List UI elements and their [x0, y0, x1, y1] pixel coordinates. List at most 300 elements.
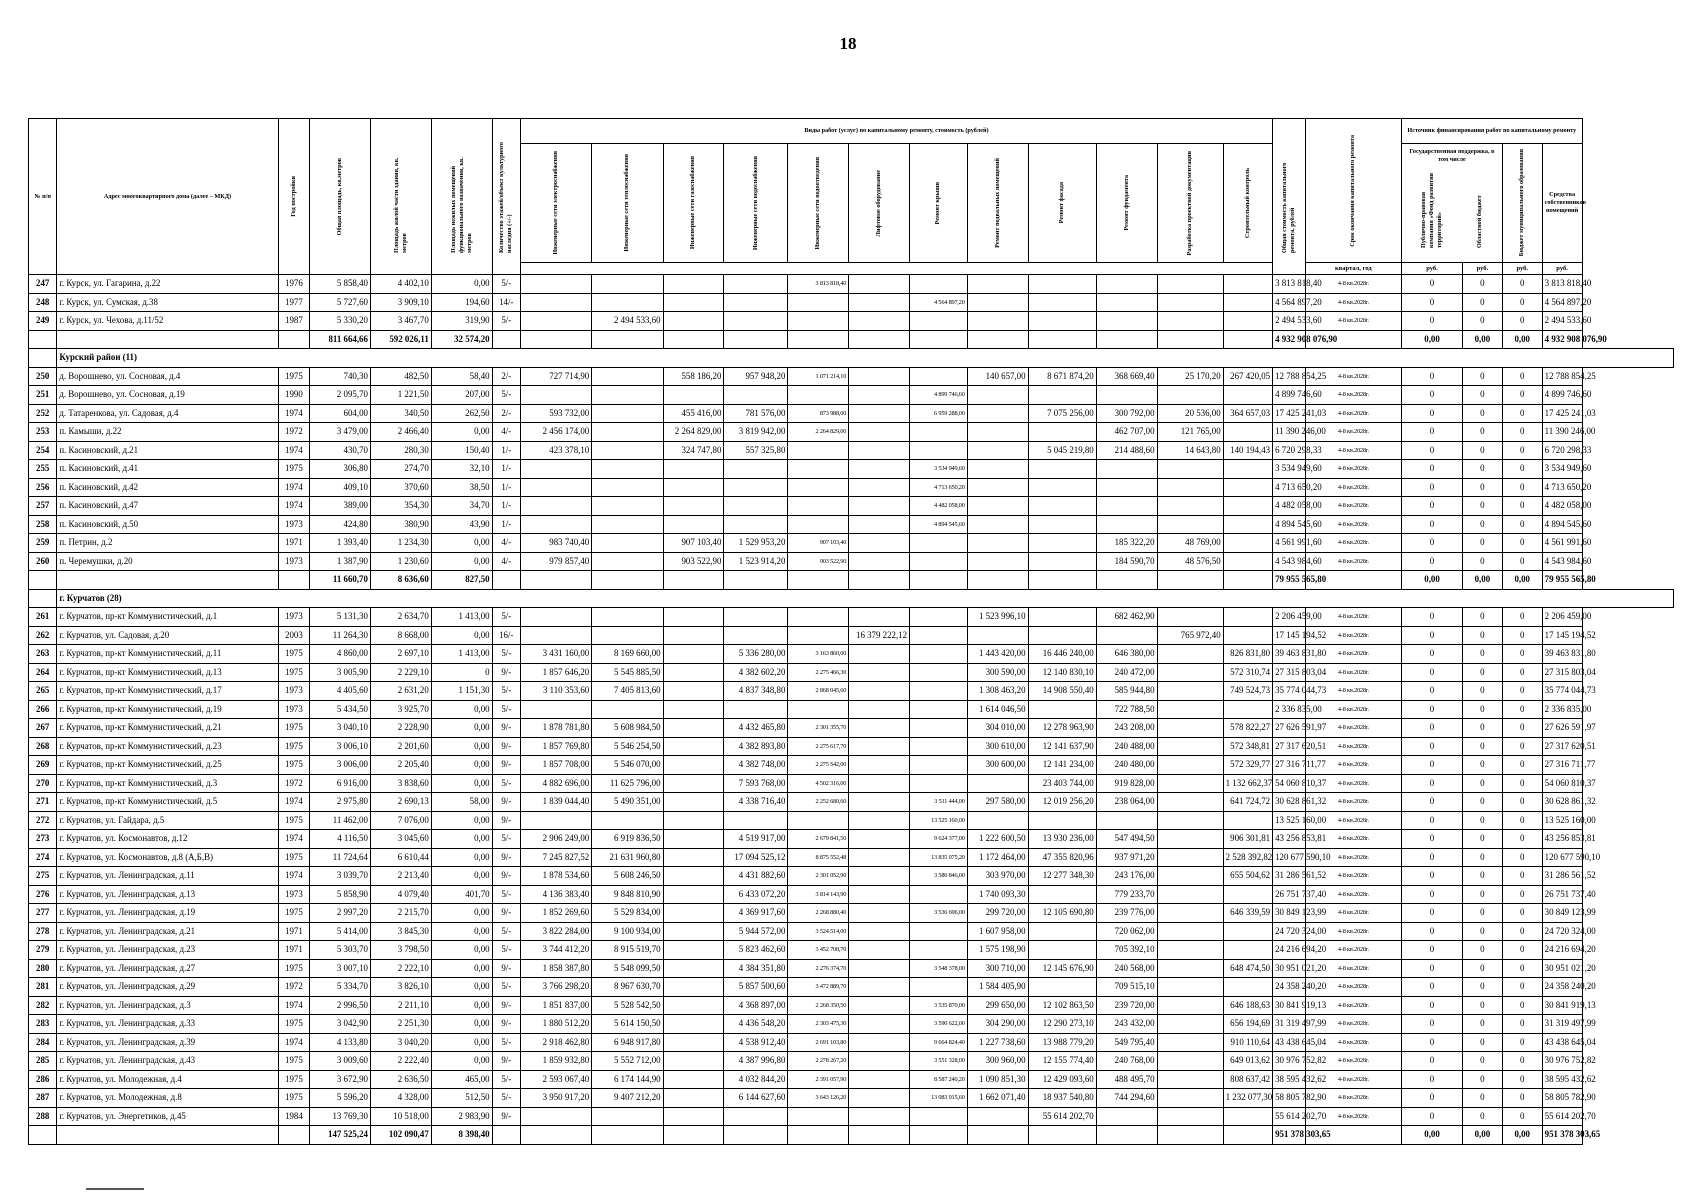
work-cost-electric: [520, 275, 591, 294]
work-cost-facade: [1028, 978, 1096, 997]
subtotal-work-cell: [1157, 1126, 1223, 1145]
work-cost-foundation: 462 707,00: [1096, 423, 1157, 442]
row-public-company: 0: [1402, 737, 1463, 756]
work-cost-supervision: 749 524,73: [1223, 682, 1272, 701]
work-cost-facade: 12 429 093,60: [1028, 1070, 1096, 1089]
work-cost-basement: [967, 293, 1028, 312]
row-nonres-area: 0,00: [431, 941, 492, 960]
subtotal-nonres-area: 8 398,40: [431, 1126, 492, 1145]
row-number: 252: [29, 404, 57, 423]
work-cost-facade: [1028, 534, 1096, 553]
work-cost-sewage: 907 103,40: [788, 534, 849, 553]
work-cost-water: [724, 293, 788, 312]
row-number: 248: [29, 293, 57, 312]
subtotal-total-area: 11 660,70: [310, 571, 371, 590]
row-municipal-budget: 0: [1502, 552, 1542, 571]
work-cost-sewage: 2 275 542,00: [788, 756, 849, 775]
row-nonres-area: 512,50: [431, 1089, 492, 1108]
work-cost-basement: 297 580,00: [967, 793, 1028, 812]
row-deadline: 4-8 кв.2028г.: [1305, 737, 1402, 756]
table-row: [29, 478, 1674, 497]
work-cost-elevator: [849, 404, 910, 423]
subtotal-municipal: 0,00: [1502, 1126, 1542, 1145]
row-nonres-area: 0,00: [431, 978, 492, 997]
work-cost-elevator: [849, 515, 910, 534]
work-cost-electric: 2 918 462,80: [520, 1033, 591, 1052]
row-regional-budget: 0: [1462, 367, 1502, 386]
row-regional-budget: 0: [1462, 885, 1502, 904]
row-number: 263: [29, 645, 57, 664]
row-own-funds: 38 595 432,62: [1542, 1070, 1582, 1089]
subtotal-work-cell: [592, 1126, 663, 1145]
row-total-cost: 2 494 533,60: [1273, 312, 1306, 331]
row-public-company: 0: [1402, 386, 1463, 405]
work-cost-basement: [967, 497, 1028, 516]
row-year: 1973: [278, 608, 309, 627]
work-cost-facade: 12 140 830,10: [1028, 663, 1096, 682]
work-cost-basement: 304 010,00: [967, 719, 1028, 738]
work-cost-gas: [663, 626, 724, 645]
row-living-area: 274,70: [370, 460, 431, 479]
row-year: 1975: [278, 645, 309, 664]
row-own-funds: 4 482 058,00: [1542, 497, 1582, 516]
work-cost-foundation: 184 590,70: [1096, 552, 1157, 571]
work-cost-foundation: 214 488,60: [1096, 441, 1157, 460]
subtotal-work-cell: [1223, 571, 1272, 590]
work-cost-facade: [1028, 885, 1096, 904]
work-cost-gas: [663, 830, 724, 849]
table-row: [29, 608, 1674, 627]
row-own-funds: 17 425 241,03: [1542, 404, 1582, 423]
work-cost-design: [1157, 1015, 1223, 1034]
row-floors: 5/-: [492, 275, 520, 294]
col-work-electric: Инженерные сети электроснабжения: [520, 144, 591, 263]
work-cost-facade: [1028, 386, 1096, 405]
row-municipal-budget: 0: [1502, 978, 1542, 997]
work-cost-basement: 1 222 600,50: [967, 830, 1028, 849]
work-cost-electric: 1 852 269,60: [520, 904, 591, 923]
row-deadline: 4-8 кв.2028г.: [1305, 830, 1402, 849]
work-cost-heating: 5 545 885,50: [592, 663, 663, 682]
work-cost-sewage: 2 275 466,30: [788, 663, 849, 682]
work-cost-foundation: 239 720,00: [1096, 996, 1157, 1015]
row-regional-budget: 0: [1462, 1107, 1502, 1126]
row-nonres-area: 0,00: [431, 922, 492, 941]
work-cost-design: [1157, 830, 1223, 849]
row-municipal-budget: 0: [1502, 682, 1542, 701]
work-cost-basement: [967, 626, 1028, 645]
row-year: 1975: [278, 737, 309, 756]
work-cost-foundation: 240 480,00: [1096, 756, 1157, 775]
row-year: 1975: [278, 904, 309, 923]
work-cost-basement: 1 662 071,40: [967, 1089, 1028, 1108]
work-cost-gas: [663, 885, 724, 904]
row-municipal-budget: 0: [1502, 885, 1542, 904]
work-cost-sewage: 2 268 350,50: [788, 996, 849, 1015]
subtotal-public: 0,00: [1402, 571, 1463, 590]
col-total-cost: Общая стоимость капитального ремонта, рублей: [1273, 119, 1306, 275]
row-number: 279: [29, 941, 57, 960]
work-cost-basement: 1 090 851,30: [967, 1070, 1028, 1089]
work-cost-basement: 1 443 420,00: [967, 645, 1028, 664]
row-nonres-area: 1 151,30: [431, 682, 492, 701]
row-year: 1976: [278, 275, 309, 294]
row-deadline: 4-8 кв.2028г.: [1305, 478, 1402, 497]
row-total-area: 5 303,70: [310, 941, 371, 960]
row-address: г. Курчатов, пр-кт Коммунистический, д.11: [57, 645, 278, 664]
work-cost-roof: [910, 700, 968, 719]
row-deadline: 4-8 кв.2028г.: [1305, 1033, 1402, 1052]
row-year: 1975: [278, 719, 309, 738]
work-cost-roof: [910, 312, 968, 331]
row-municipal-budget: 0: [1502, 793, 1542, 812]
work-cost-roof: [910, 663, 968, 682]
row-year: 1971: [278, 534, 309, 553]
row-living-area: 3 925,70: [370, 700, 431, 719]
row-number: 282: [29, 996, 57, 1015]
row-own-funds: 24 720 324,00: [1542, 922, 1582, 941]
row-nonres-area: 1 413,00: [431, 608, 492, 627]
work-cost-design: 48 769,00: [1157, 534, 1223, 553]
col-work-facade: Ремонт фасада: [1028, 144, 1096, 263]
work-cost-foundation: 240 768,00: [1096, 1052, 1157, 1071]
work-cost-design: [1157, 941, 1223, 960]
row-public-company: 0: [1402, 534, 1463, 553]
work-cost-design: [1157, 275, 1223, 294]
work-cost-basement: 304 290,00: [967, 1015, 1028, 1034]
row-total-cost: 11 390 246,00: [1273, 423, 1306, 442]
row-nonres-area: 150,40: [431, 441, 492, 460]
row-address: г. Курчатов, пр-кт Коммунистический, д.13: [57, 663, 278, 682]
row-total-cost: 38 595 432,62: [1273, 1070, 1306, 1089]
work-cost-sewage: [788, 441, 849, 460]
work-cost-facade: [1028, 922, 1096, 941]
row-own-funds: 30 951 021,20: [1542, 959, 1582, 978]
work-cost-heating: 6 948 917,80: [592, 1033, 663, 1052]
row-address: г. Курчатов, ул. Ленинградская, д.29: [57, 978, 278, 997]
work-cost-design: [1157, 497, 1223, 516]
work-cost-roof: [910, 922, 968, 941]
work-cost-elevator: [849, 608, 910, 627]
work-cost-roof: [910, 978, 968, 997]
work-cost-elevator: [849, 367, 910, 386]
work-cost-sewage: 3 643 126,20: [788, 1089, 849, 1108]
work-cost-basement: [967, 478, 1028, 497]
subtotal-row: [29, 330, 1674, 349]
work-cost-foundation: 240 568,00: [1096, 959, 1157, 978]
row-number: 273: [29, 830, 57, 849]
row-total-cost: 30 841 919,13: [1273, 996, 1306, 1015]
work-cost-roof: [910, 367, 968, 386]
row-address: г. Курчатов, ул. Ленинградская, д.33: [57, 1015, 278, 1034]
work-cost-facade: [1028, 700, 1096, 719]
work-cost-design: [1157, 1033, 1223, 1052]
row-total-cost: 24 720 324,00: [1273, 922, 1306, 941]
work-cost-supervision: [1223, 700, 1272, 719]
row-own-funds: 11 390 246,00: [1542, 423, 1582, 442]
subtotal-row: [29, 571, 1674, 590]
work-cost-water: 4 837 348,80: [724, 682, 788, 701]
works-group-header: Виды работ (услуг) по капитальному ремонту, стоимость (рублей): [520, 119, 1272, 144]
work-cost-facade: 12 145 676,90: [1028, 959, 1096, 978]
row-nonres-area: 0,00: [431, 756, 492, 775]
work-cost-water: [724, 626, 788, 645]
row-total-area: 740,30: [310, 367, 371, 386]
work-cost-design: [1157, 737, 1223, 756]
row-floors: 5/-: [492, 922, 520, 941]
work-cost-roof: 3 534 949,60: [910, 460, 968, 479]
row-total-cost: 30 628 861,32: [1273, 793, 1306, 812]
col-total-area: Общая площадь, кв.метров: [310, 119, 371, 275]
row-year: 1975: [278, 811, 309, 830]
row-public-company: 0: [1402, 460, 1463, 479]
subtotal-work-cell: [592, 330, 663, 349]
table-row: [29, 885, 1674, 904]
work-cost-foundation: 705 392,10: [1096, 941, 1157, 960]
subtotal-total-area: 147 525,24: [310, 1126, 371, 1145]
row-regional-budget: 0: [1462, 275, 1502, 294]
work-cost-roof: 3 548 378,00: [910, 959, 968, 978]
work-cost-supervision: [1223, 811, 1272, 830]
row-deadline: 4-8 кв.2028г.: [1305, 700, 1402, 719]
table-row: [29, 312, 1674, 331]
work-cost-elevator: [849, 811, 910, 830]
row-public-company: 0: [1402, 1089, 1463, 1108]
row-year: 1974: [278, 1033, 309, 1052]
row-own-funds: 31 286 561,52: [1542, 867, 1582, 886]
work-cost-basement: 1 740 093,30: [967, 885, 1028, 904]
work-cost-supervision: 364 657,03: [1223, 404, 1272, 423]
row-number: 260: [29, 552, 57, 571]
work-cost-gas: 903 522,90: [663, 552, 724, 571]
work-cost-supervision: 2 528 392,82: [1223, 848, 1272, 867]
table-row: [29, 663, 1674, 682]
subtotal-regional: 0,00: [1462, 571, 1502, 590]
row-municipal-budget: 0: [1502, 645, 1542, 664]
row-regional-budget: 0: [1462, 959, 1502, 978]
work-cost-sewage: 2 303 475,30: [788, 1015, 849, 1034]
row-deadline: 4-8 кв.2028г.: [1305, 978, 1402, 997]
work-cost-electric: 423 378,10: [520, 441, 591, 460]
col-nonres-area: Площадь нежилых помещений функционального назначения, кв. метров: [431, 119, 492, 275]
work-cost-facade: 12 141 234,00: [1028, 756, 1096, 775]
row-year: 1973: [278, 700, 309, 719]
row-total-cost: 3 534 949,60: [1273, 460, 1306, 479]
col-own-funds: Средства собственников помещений: [1542, 144, 1582, 263]
row-address: д. Ворошнево, ул. Сосновая, д.19: [57, 386, 278, 405]
row-total-area: 3 040,10: [310, 719, 371, 738]
work-cost-heating: [592, 275, 663, 294]
row-living-area: 3 467,70: [370, 312, 431, 331]
row-nonres-area: 38,50: [431, 478, 492, 497]
row-total-cost: 17 145 194,52: [1273, 626, 1306, 645]
work-cost-gas: [663, 663, 724, 682]
work-cost-elevator: [849, 552, 910, 571]
row-regional-budget: 0: [1462, 756, 1502, 775]
subtotal-own: 951 378 303,65: [1542, 1126, 1582, 1145]
unit-public: руб.: [1402, 263, 1463, 275]
work-cost-basement: 1 172 464,00: [967, 848, 1028, 867]
work-cost-water: 5 857 500,60: [724, 978, 788, 997]
row-deadline: 4-8 кв.2028г.: [1305, 293, 1402, 312]
row-year: 1974: [278, 478, 309, 497]
work-cost-electric: 1 880 512,20: [520, 1015, 591, 1034]
row-total-cost: 13 525 160,00: [1273, 811, 1306, 830]
subtotal-addr-cell: [57, 1126, 278, 1145]
row-municipal-budget: 0: [1502, 1089, 1542, 1108]
row-total-area: 11 462,00: [310, 811, 371, 830]
work-cost-roof: 6 959 288,00: [910, 404, 968, 423]
work-cost-heating: [592, 497, 663, 516]
row-total-area: 1 387,90: [310, 552, 371, 571]
work-cost-design: [1157, 1089, 1223, 1108]
subtotal-work-cell: [967, 1126, 1028, 1145]
row-living-area: 4 079,40: [370, 885, 431, 904]
row-regional-budget: 0: [1462, 1089, 1502, 1108]
work-cost-electric: 1 878 534,60: [520, 867, 591, 886]
work-cost-foundation: [1096, 515, 1157, 534]
work-cost-elevator: [849, 793, 910, 812]
work-cost-water: [724, 478, 788, 497]
row-total-cost: 55 614 202,70: [1273, 1107, 1306, 1126]
table-row: [29, 404, 1674, 423]
work-cost-basement: [967, 774, 1028, 793]
work-cost-gas: [663, 904, 724, 923]
work-cost-sewage: 2 264 829,00: [788, 423, 849, 442]
row-total-cost: 26 751 737,40: [1273, 885, 1306, 904]
subtotal-num-cell: [29, 330, 57, 349]
work-cost-electric: [520, 460, 591, 479]
work-cost-electric: 1 857 769,80: [520, 737, 591, 756]
row-nonres-area: 0,00: [431, 867, 492, 886]
row-regional-budget: 0: [1462, 1033, 1502, 1052]
row-living-area: 3 909,10: [370, 293, 431, 312]
work-cost-elevator: [849, 293, 910, 312]
subtotal-addr-cell: [57, 571, 278, 590]
row-deadline: 4-8 кв.2028г.: [1305, 552, 1402, 571]
section-num-cell: [29, 349, 57, 368]
work-cost-facade: 12 141 637,90: [1028, 737, 1096, 756]
row-public-company: 0: [1402, 515, 1463, 534]
row-floors: 5/-: [492, 774, 520, 793]
table-row: [29, 978, 1674, 997]
work-cost-foundation: 243 208,00: [1096, 719, 1157, 738]
row-total-area: 3 039,70: [310, 867, 371, 886]
work-cost-foundation: 239 776,00: [1096, 904, 1157, 923]
work-cost-facade: [1028, 275, 1096, 294]
row-deadline: 4-8 кв.2028г.: [1305, 312, 1402, 331]
row-deadline: 4-8 кв.2028г.: [1305, 885, 1402, 904]
table-row: [29, 293, 1674, 312]
row-total-cost: 43 438 645,04: [1273, 1033, 1306, 1052]
work-cost-electric: [520, 1107, 591, 1126]
row-floors: 9/-: [492, 996, 520, 1015]
row-living-area: 2 636,50: [370, 1070, 431, 1089]
work-cost-water: 3 819 942,00: [724, 423, 788, 442]
row-regional-budget: 0: [1462, 830, 1502, 849]
row-own-funds: 4 894 545,60: [1542, 515, 1582, 534]
row-floors: 5/-: [492, 1033, 520, 1052]
row-floors: 9/-: [492, 793, 520, 812]
row-own-funds: 4 564 897,20: [1542, 293, 1582, 312]
row-public-company: 0: [1402, 978, 1463, 997]
row-regional-budget: 0: [1462, 996, 1502, 1015]
row-number: 270: [29, 774, 57, 793]
work-cost-heating: 9 407 212,20: [592, 1089, 663, 1108]
row-living-area: 3 838,60: [370, 774, 431, 793]
table-row: [29, 423, 1674, 442]
row-total-area: 5 858,40: [310, 275, 371, 294]
row-floors: 14/-: [492, 293, 520, 312]
row-public-company: 0: [1402, 959, 1463, 978]
row-deadline: 4-8 кв.2028г.: [1305, 793, 1402, 812]
row-total-area: 3 479,00: [310, 423, 371, 442]
row-living-area: 482,50: [370, 367, 431, 386]
row-living-area: 2 690,13: [370, 793, 431, 812]
row-address: г. Курчатов, пр-кт Коммунистический, д.25: [57, 756, 278, 775]
work-cost-supervision: [1223, 423, 1272, 442]
table-row: [29, 959, 1674, 978]
subtotal-work-cell: [849, 1126, 910, 1145]
work-cost-basement: [967, 441, 1028, 460]
work-cost-foundation: 585 944,80: [1096, 682, 1157, 701]
table-row: [29, 441, 1674, 460]
row-total-cost: 54 060 810,37: [1273, 774, 1306, 793]
row-year: 1974: [278, 497, 309, 516]
work-cost-electric: 3 822 284,00: [520, 922, 591, 941]
work-cost-gas: 558 186,20: [663, 367, 724, 386]
row-public-company: 0: [1402, 404, 1463, 423]
work-cost-gas: [663, 867, 724, 886]
work-cost-electric: 3 110 353,60: [520, 682, 591, 701]
row-number: 247: [29, 275, 57, 294]
work-cost-design: [1157, 1070, 1223, 1089]
work-cost-water: [724, 460, 788, 479]
row-nonres-area: 0,00: [431, 1033, 492, 1052]
work-cost-basement: 140 657,00: [967, 367, 1028, 386]
work-cost-water: 6 433 072,20: [724, 885, 788, 904]
subtotal-living-area: 102 090,47: [370, 1126, 431, 1145]
work-cost-roof: [910, 941, 968, 960]
row-living-area: 3 798,50: [370, 941, 431, 960]
row-regional-budget: 0: [1462, 386, 1502, 405]
subtotal-work-cell: [1028, 330, 1096, 349]
work-cost-water: 4 382 602,20: [724, 663, 788, 682]
table-row: [29, 534, 1674, 553]
row-year: 1975: [278, 756, 309, 775]
work-cost-roof: 3 536 696,00: [910, 904, 968, 923]
subtotal-nonres-area: 827,50: [431, 571, 492, 590]
row-address: п. Касиновский, д.42: [57, 478, 278, 497]
row-address: г. Курчатов, ул. Ленинградская, д.13: [57, 885, 278, 904]
work-cost-water: 1 529 953,20: [724, 534, 788, 553]
work-cost-electric: 727 714,90: [520, 367, 591, 386]
subtotal-regional: 0,00: [1462, 330, 1502, 349]
col-num: № п/п: [29, 119, 57, 275]
row-living-area: 380,90: [370, 515, 431, 534]
work-cost-design: [1157, 386, 1223, 405]
work-cost-water: 4 382 893,80: [724, 737, 788, 756]
row-number: 255: [29, 460, 57, 479]
work-cost-facade: [1028, 608, 1096, 627]
work-cost-design: [1157, 793, 1223, 812]
col-work-gas: Инженерные сети газоснабжения: [663, 144, 724, 263]
work-cost-sewage: 3 163 860,00: [788, 645, 849, 664]
row-total-cost: 2 336 835,00: [1273, 700, 1306, 719]
row-address: г. Курчатов, ул. Ленинградская, д.3: [57, 996, 278, 1015]
unit-own: руб.: [1542, 263, 1582, 275]
work-cost-basement: [967, 312, 1028, 331]
